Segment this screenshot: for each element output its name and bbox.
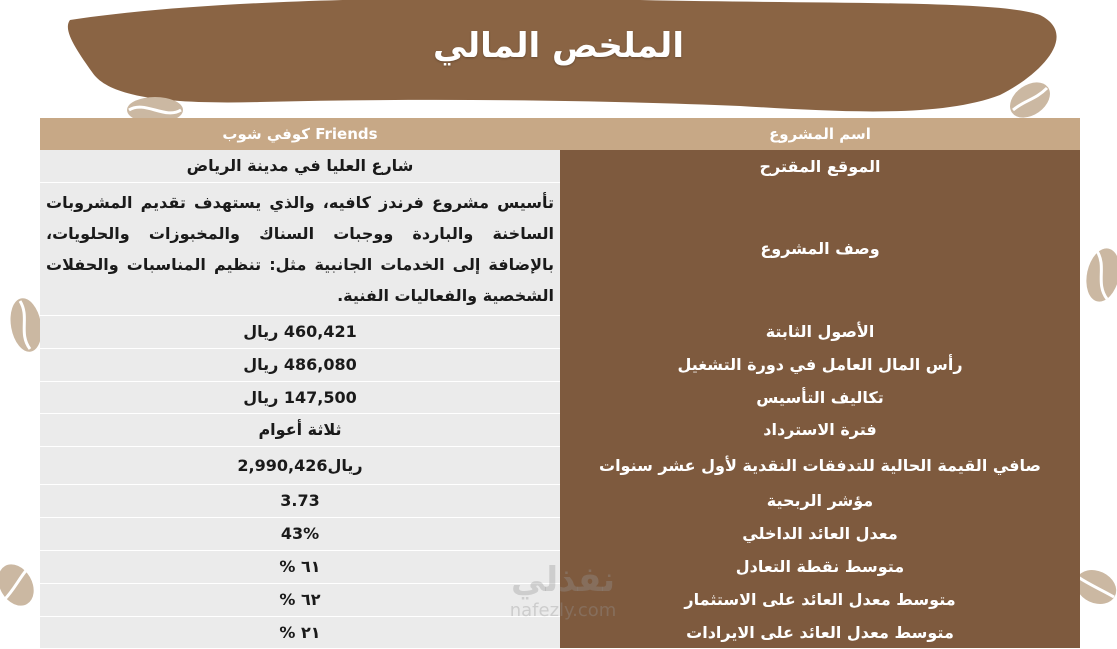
row-label: صافي القيمة الحالية للتدفقات النقدية لأول عشر سنوات	[560, 446, 1080, 484]
row-value: ٦١ %	[40, 550, 560, 583]
table-row	[40, 150, 1080, 182]
row-label: تكاليف التأسيس	[560, 381, 1080, 413]
table-row	[40, 182, 1080, 315]
row-label: متوسط نقطة التعادل	[560, 550, 1080, 583]
table-row	[40, 446, 1080, 484]
table-row	[40, 315, 1080, 348]
table-row	[40, 583, 1080, 616]
row-value: تأسيس مشروع فرندز كافيه، والذي يستهدف تقديم المشروبات الساخنة والباردة ووجبات السناك والمخبوزات والحلويات، بالإضافة إلى الخدمات الجانبية مثل: تنظيم المناسبات والحفلات الشخصية والفعاليات الفنية.	[40, 182, 560, 315]
page-title: الملخص المالي	[433, 26, 684, 66]
coffee-bean-icon	[0, 560, 40, 610]
row-label: وصف المشروع	[560, 182, 1080, 315]
row-value: 486,080 ريال	[40, 348, 560, 381]
coffee-bean-icon	[1083, 245, 1117, 305]
row-value: شارع العليا في مدينة الرياض	[40, 150, 560, 182]
project-name-label-header: اسم المشروع	[560, 118, 1080, 150]
table-header-row	[40, 118, 1080, 150]
table-row	[40, 484, 1080, 517]
row-value: ثلاثة أعوام	[40, 413, 560, 446]
row-label: مؤشر الربحية	[560, 484, 1080, 517]
row-value: 147,500 ريال	[40, 381, 560, 413]
row-value: ٢١ %	[40, 616, 560, 648]
row-value: 43%	[40, 517, 560, 550]
project-name-value-header: Friends كوفي شوب	[40, 118, 560, 150]
row-label: متوسط معدل العائد على الاستثمار	[560, 583, 1080, 616]
table-row	[40, 550, 1080, 583]
row-label: فترة الاسترداد	[560, 413, 1080, 446]
row-value: ريال2,990,426	[40, 446, 560, 484]
watermark-arabic-text: نفذلي	[510, 560, 616, 600]
row-label: رأس المال العامل في دورة التشغيل	[560, 348, 1080, 381]
table-row	[40, 413, 1080, 446]
row-label: الموقع المقترح	[560, 150, 1080, 182]
table-row	[40, 616, 1080, 648]
financial-summary-table	[40, 118, 1080, 649]
watermark-url-text: nafezly.com	[509, 600, 617, 621]
row-value: 460,421 ريال	[40, 315, 560, 348]
table-row	[40, 517, 1080, 550]
coffee-bean-icon	[1005, 80, 1055, 120]
row-value: 3.73	[40, 484, 560, 517]
coffee-bean-icon	[8, 295, 44, 355]
row-label: معدل العائد الداخلي	[560, 517, 1080, 550]
row-label: الأصول الثابتة	[560, 315, 1080, 348]
row-value: ٦٢ %	[40, 583, 560, 616]
table-row	[40, 348, 1080, 381]
row-label: متوسط معدل العائد على الايرادات	[560, 616, 1080, 648]
table-row	[40, 381, 1080, 413]
